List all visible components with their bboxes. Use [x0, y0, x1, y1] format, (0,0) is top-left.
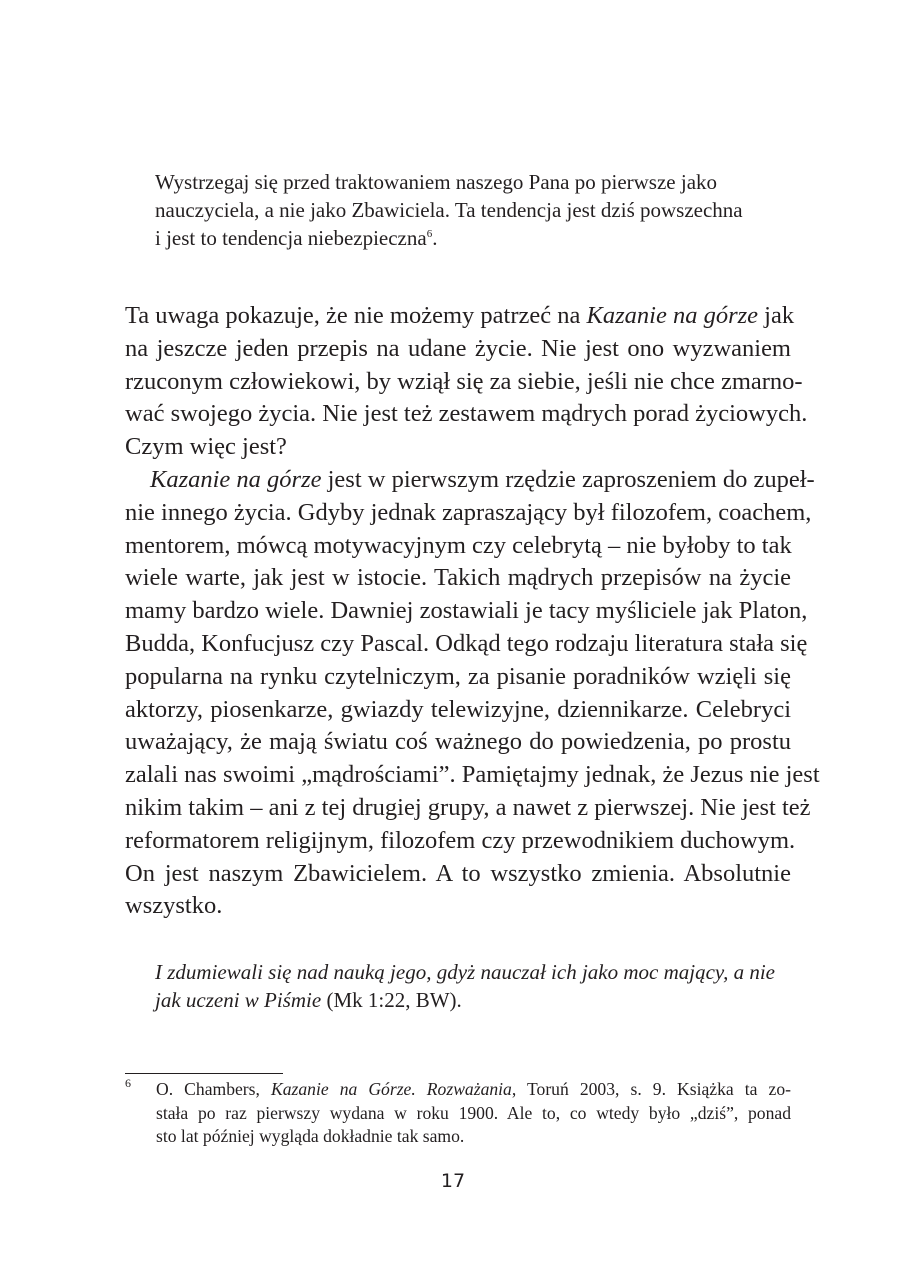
footnote-line: O. Chambers, Kazanie na Górze. Rozważania, Toruń 2003, s. 9. Książka ta zo- [156, 1079, 791, 1099]
paragraph-line: nikim takim – ani z tej drugiej grupy, a nawet z pierwszej. Nie jest też [125, 793, 811, 821]
paragraph-line: mentorem, mówcą motywacyjnym czy celebrytą – nie byłoby to tak [125, 531, 792, 559]
paragraph-line: wać swojego życia. Nie jest też zestawem mądrych porad życiowych. [125, 400, 808, 428]
paragraph-line: reformatorem religijnym, filozofem czy przewodnikiem duchowym. [125, 826, 796, 854]
paragraph-line: Czym więc jest? [125, 433, 287, 461]
paragraph-line: wszystko. [125, 892, 223, 920]
paragraph-line: Budda, Konfucjusz czy Pascal. Odkąd tego rodzaju literatura stała się [125, 629, 808, 657]
paragraph-line: Kazanie na górze jest w pierwszym rzędzie zaproszeniem do zupeł- [150, 465, 815, 493]
paragraph-line: uważający, że mają światu coś ważnego do powiedzenia, po prostu [125, 728, 791, 756]
paragraph-line: mamy bardzo wiele. Dawniej zostawiali je tacy myśliciele jak Platon, [125, 597, 808, 625]
paragraph-line: wiele warte, jak jest w istocie. Takich mądrych przepisów na życie [125, 564, 791, 592]
quote-end-punct: . [432, 226, 438, 250]
scripture-reference: (Mk 1:22, BW). [326, 988, 462, 1012]
paragraph-line: zalali nas swoimi „mądrościami”. Pamiętajmy jednak, że Jezus nie jest [125, 761, 820, 789]
quote-line-text: i jest to tendencja niebezpieczna [155, 226, 427, 250]
paragraph-line: popularna na rynku czytelniczym, za pisanie poradników wzięli się [125, 662, 791, 690]
block-quote-scripture [155, 958, 795, 1014]
footnote-line: stała po raz pierwszy wydana w roku 1900. Ale to, co wtedy było „dziś”, ponad [156, 1102, 791, 1123]
body-text [125, 300, 820, 923]
block-quote-chambers [155, 168, 795, 252]
paragraph-line: rzuconym człowiekowi, by wziął się za siebie, jeśli nie chce zmarno- [125, 367, 803, 395]
footnote-line: sto lat później wygląda dokładnie tak samo. [156, 1126, 465, 1146]
quote-line: Wystrzegaj się przed traktowaniem naszego Pana po pierwsze jako [155, 170, 718, 194]
paragraph-line: aktorzy, piosenkarze, gwiazdy telewizyjne, dziennikarze. Celebryci [125, 695, 791, 723]
footnote-reference[interactable]: 6 [426, 228, 433, 240]
quote-line: I zdumiewali się nad nauką jego, gdyż nauczał ich jako moc mający, a nie [155, 960, 775, 984]
footnote-book-title: Kazanie na Górze. Rozważania [270, 1079, 512, 1099]
footnote-number: 6 [125, 1076, 131, 1090]
paragraph-line: nie innego życia. Gdyby jednak zapraszający był filozofem, coachem, [125, 498, 812, 526]
paragraph-line: na jeszcze jeden przepis na udane życie. Nie jest ono wyzwaniem [125, 334, 791, 362]
quote-line: jak uczeni w Piśmie (Mk 1:22, BW). [155, 988, 462, 1012]
footnote-separator [125, 1073, 283, 1074]
italic-title: Kazanie na górze [150, 465, 322, 493]
quote-line [155, 224, 795, 252]
footnote [125, 1078, 791, 1149]
quote-line: nauczyciela, a nie jako Zbawiciela. Ta tendencja jest dziś powszechna [155, 198, 743, 222]
page-number: 17 [440, 1170, 466, 1192]
italic-title: Kazanie na górze [586, 302, 759, 329]
paragraph-line: Ta uwaga pokazuje, że nie możemy patrzeć na Kazanie na górze jak [125, 302, 795, 329]
paragraph-line: On jest naszym Zbawicielem. A to wszystko zmienia. Absolutnie [125, 859, 791, 887]
